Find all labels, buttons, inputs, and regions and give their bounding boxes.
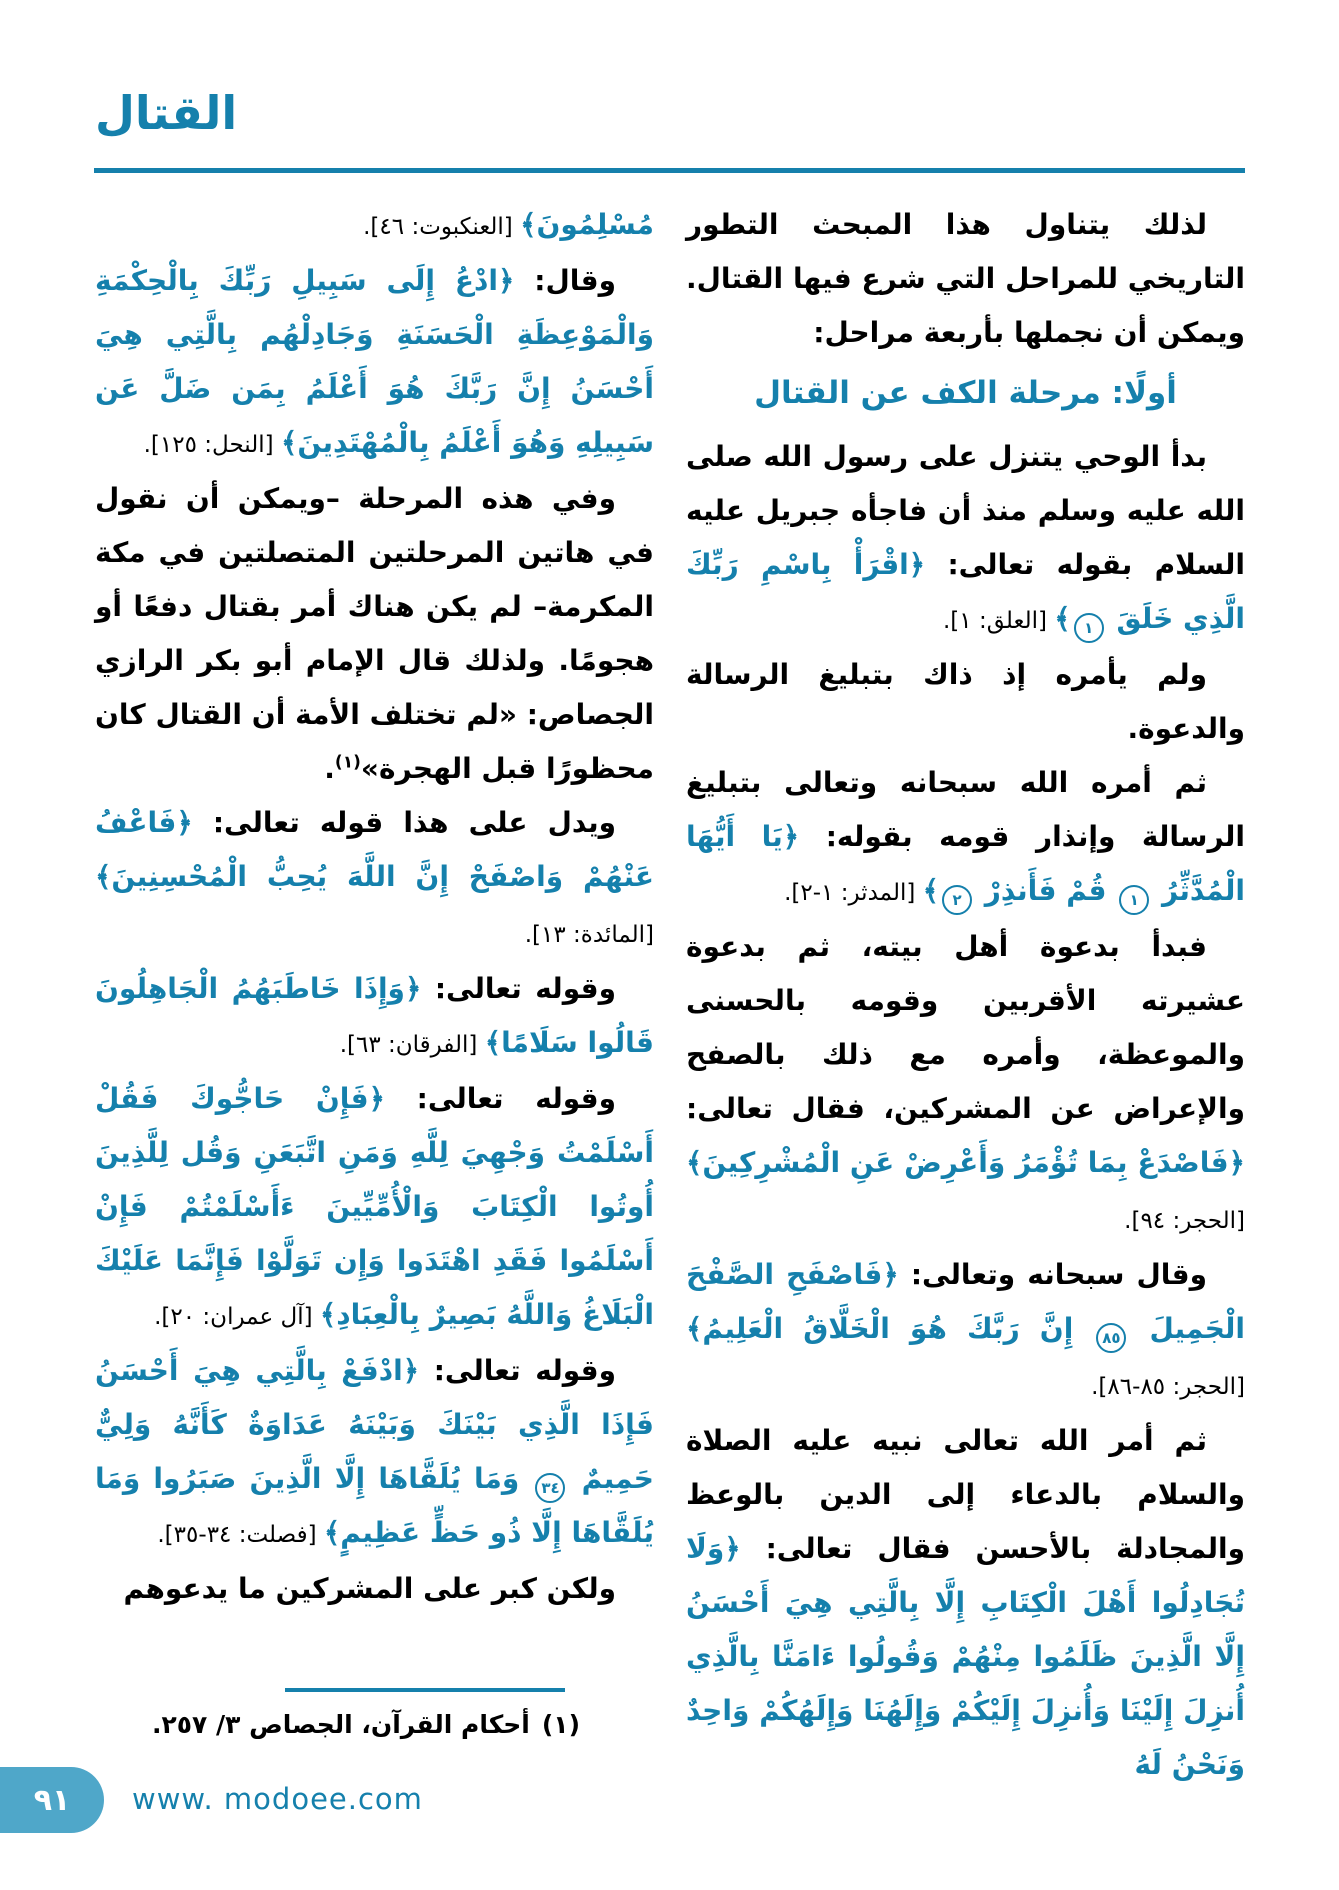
- paragraph: [95, 796, 654, 962]
- paragraph: [686, 756, 1245, 920]
- body-text: ولكن كبر على المشركين ما يدعوهم: [123, 1572, 616, 1605]
- body-text: .: [324, 752, 335, 785]
- footnote-marker-ref: (١): [334, 752, 361, 773]
- paragraph: [95, 254, 654, 472]
- verse-reference: [العلق: ١].: [943, 608, 1055, 634]
- aya-number-badge: ٣٤: [535, 1473, 565, 1503]
- right-column: [686, 198, 1245, 1792]
- page-title: القتال: [95, 86, 238, 140]
- quran-text: وَمَا يُلَقَّاهَا إِلَّا الَّذِينَ صَبَرُوا وَمَا يُلَقَّاهَا إِلَّا ذُو حَظٍّ عَظِيمٍ﴾: [95, 1462, 654, 1549]
- body-text: ثم أمره الله سبحانه وتعالى بتبليغ الرسالة وإنذار قومه بقوله:: [686, 766, 1246, 853]
- website-url: www. modoee.com: [132, 1782, 423, 1816]
- paragraph: [686, 198, 1245, 360]
- body-text: وفي هذه المرحلة –ويمكن أن نقول في هاتين المرحلتين المتصلتين في مكة المكرمة– لم يكن هناك أمر بقتال دفعًا أو هجومًا. ولذلك قال الإمام أبو بكر الرازي الجصاص: «لم تختلف الأمة أن القتال كان محظورًا قبل الهجرة»: [95, 482, 654, 785]
- quran-text: ﴿وَإِذَا خَاطَبَهُمُ الْجَاهِلُونَ قَالُوا سَلَامًا﴾: [95, 972, 654, 1059]
- body-text: ولم يأمره إذ ذاك بتبليغ الرسالة والدعوة.: [686, 658, 1245, 745]
- body-text: ثم أمر الله تعالى نبيه عليه الصلاة والسلام بالدعاء إلى الدين بالوعظ والمجادلة بالأحسن فقال تعالى:: [686, 1424, 1245, 1565]
- quran-text: ﴿فَإِنْ حَاجُّوكَ فَقُلْ أَسْلَمْتُ وَجْهِيَ لِلَّهِ وَمَنِ اتَّبَعَنِ وَقُل لِلَّذِينَ أُوتُوا الْكِتَابَ وَالْأُمِّيِّينَ ءَأَسْلَمْتُمْ فَإِنْ أَسْلَمُوا فَقَدِ اهْتَدَوا وَإِن تَوَلَّوْا فَإِنَّمَا عَلَيْكَ الْبَلَاغُ وَاللَّهُ بَصِيرٌ بِالْعِبَادِ﴾: [95, 1082, 654, 1331]
- paragraph: [686, 1414, 1245, 1792]
- verse-reference: [النحل: ١٢٥].: [143, 432, 281, 458]
- paragraph: [686, 920, 1245, 1248]
- verse-reference: [الفرقان: ٦٣].: [339, 1032, 485, 1058]
- verse-reference: [الحجر: ٩٤].: [1124, 1208, 1245, 1234]
- quran-text: ﴿وَلَا تُجَادِلُوا أَهْلَ الْكِتَابِ إِلَّا بِالَّتِي هِيَ أَحْسَنُ إِلَّا الَّذِينَ ظَلَمُوا مِنْهُمْ وَقُولُوا ءَامَنَّا بِالَّذِي أُنزِلَ إِلَيْنَا وَأُنزِلَ إِلَيْكُمْ وَإِلَهُنَا وَإِلَهُكُمْ وَاحِدٌ وَنَحْنُ لَهُ: [686, 1532, 1245, 1781]
- aya-number-badge: ٨٥: [1096, 1323, 1126, 1353]
- footnote: [110, 1702, 580, 1748]
- verse-reference: [الحجر: ٨٥-٨٦].: [1091, 1374, 1245, 1400]
- quran-text: ﴾: [922, 874, 940, 907]
- paragraph: [686, 1248, 1245, 1414]
- quran-text: إِنَّ رَبَّكَ هُوَ الْخَلَّاقُ الْعَلِيمُ﴾: [686, 1312, 1094, 1345]
- body-text: وقوله تعالى:: [385, 1082, 616, 1115]
- body-text: فبدأ بدعوة أهل بيته، ثم بدعوة عشيرته الأقربين وقومه بالحسنى والموعظة، وأمره مع ذلك بالصفح والإعراض عن المشركين، فقال تعالى:: [686, 930, 1245, 1125]
- page-number: ٩١: [33, 1782, 71, 1818]
- paragraph: [95, 472, 654, 796]
- aya-number-badge: ١: [1119, 885, 1149, 915]
- verse-reference: [فصلت: ٣٤-٣٥].: [157, 1522, 324, 1548]
- left-column: [95, 198, 654, 1616]
- body-text: بدأ الوحي يتنزل على رسول الله صلى الله عليه وسلم منذ أن فاجأه جبريل عليه السلام بقوله تعالى:: [686, 440, 1245, 581]
- quran-text: ﴿فَاصْفَحِ الصَّفْحَ الْجَمِيلَ: [686, 1258, 1245, 1345]
- quran-text: ﴿ادْعُ إِلَى سَبِيلِ رَبِّكَ بِالْحِكْمَةِ وَالْمَوْعِظَةِ الْحَسَنَةِ وَجَادِلْهُم بِالَّتِي هِيَ أَحْسَنُ إِنَّ رَبَّكَ هُوَ أَعْلَمُ بِمَن ضَلَّ عَن سَبِيلِهِ وَهُوَ أَعْلَمُ بِالْمُهْتَدِينَ﴾: [95, 264, 654, 459]
- paragraph: [95, 1344, 654, 1562]
- body-text: ويدل على هذا قوله تعالى:: [192, 806, 616, 839]
- paragraph: [686, 430, 1245, 648]
- quran-text: ﴿فَاصْدَعْ بِمَا تُؤْمَرُ وَأَعْرِضْ عَنِ الْمُشْرِكِينَ﴾: [686, 1146, 1245, 1179]
- paragraph: [95, 962, 654, 1072]
- quran-text: ﴾: [1054, 602, 1071, 635]
- body-text: وقال:: [514, 264, 616, 297]
- quran-text: قُمْ فَأَنذِرْ: [975, 874, 1117, 907]
- aya-number-badge: ١: [1074, 613, 1104, 643]
- paragraph: [686, 648, 1245, 756]
- verse-reference: [المائدة: ١٣].: [524, 922, 654, 948]
- body-text: وقال سبحانه وتعالى:: [898, 1258, 1207, 1291]
- body-text: أولًا: مرحلة الكف عن القتال: [754, 375, 1177, 411]
- footnote-separator: [285, 1688, 565, 1692]
- text-columns: [95, 198, 1245, 1792]
- verse-reference: [المدثر: ١-٢].: [784, 880, 923, 906]
- paragraph: [95, 198, 654, 254]
- verse-reference: [العنكبوت: ٤٦].: [363, 214, 521, 240]
- footnote-marker: (١): [541, 1710, 580, 1739]
- paragraph: [95, 1072, 654, 1344]
- paragraph: [95, 1562, 654, 1616]
- header-rule: [94, 168, 1245, 173]
- body-text: لذلك يتناول هذا المبحث التطور التاريخي للمراحل التي شرع فيها القتال. ويمكن أن نجملها بأربعة مراحل:: [686, 208, 1245, 349]
- quran-text: ﴿ادْفَعْ بِالَّتِي هِيَ أَحْسَنُ فَإِذَا الَّذِي بَيْنَكَ وَبَيْنَهُ عَدَاوَةٌ كَأَنَّهُ وَلِيٌّ حَمِيمٌ: [95, 1354, 654, 1495]
- body-text: وقوله تعالى:: [421, 972, 616, 1005]
- aya-number-badge: ٢: [942, 885, 972, 915]
- quran-text: ﴿اقْرَأْ بِاسْمِ رَبِّكَ الَّذِي خَلَقَ: [686, 548, 1245, 635]
- verse-reference: [آل عمران: ٢٠].: [154, 1304, 320, 1330]
- quran-text: ﴿فَاعْفُ عَنْهُمْ وَاصْفَحْ إِنَّ اللَّهَ يُحِبُّ الْمُحْسِنِينَ﴾: [95, 806, 654, 893]
- footnote-text: أحكام القرآن، الجصاص ٣/ ٢٥٧.: [151, 1710, 530, 1739]
- page-number-tab: [0, 1767, 104, 1833]
- quran-text: ﴿يَا أَيُّهَا الْمُدَّثِّرُ: [686, 820, 1245, 907]
- quran-text: مُسْلِمُونَ﴾: [520, 208, 654, 241]
- body-text: وقوله تعالى:: [419, 1354, 616, 1387]
- section-heading: [686, 368, 1245, 418]
